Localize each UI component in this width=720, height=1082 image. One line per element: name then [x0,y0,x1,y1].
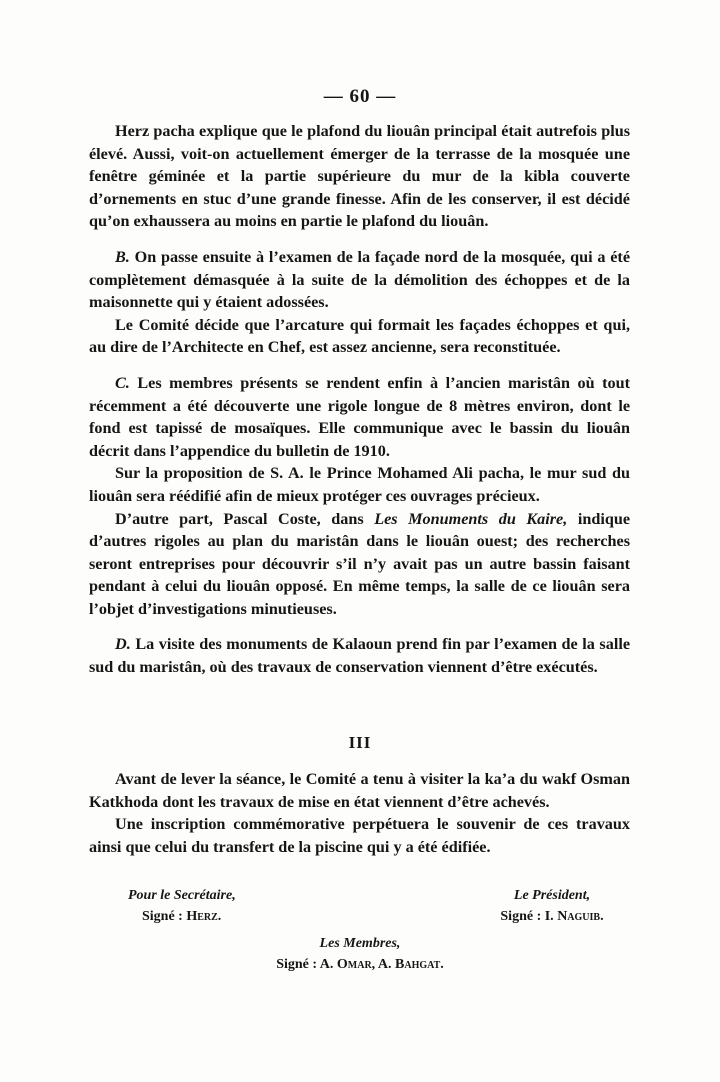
paragraph-inscription: Une inscription commémorative perpétuera le souvenir de ces travaux ainsi que celui du transfert de la piscine qui y a été édifiée. [89,815,630,856]
secretary-signed [128,906,236,927]
signature-members [0,933,720,975]
text-block-lower [89,768,630,858]
section-label-c: C. [115,373,130,392]
section-label-d: D. [115,635,131,654]
paragraph-b [89,246,630,314]
coste-text-after: indique d’autres rigoles au plan du maristân dans le liouân ouest; des recherches seront entreprises pour découvrir s’il n’y avait pas un autre bassin faisant pendant à celui du liouân opposé. En même temps, la salle de ce liouân sera l’objet d’investigations minutieuses. [89,509,631,618]
members-role: Les Membres, [319,936,401,951]
page-number: — 60 — [323,86,397,107]
members-separator: , A. [371,957,392,972]
book-title: Les Monuments du Kaire, [374,509,568,528]
paragraph-d [89,633,630,678]
president-role: Le Président, [513,888,591,903]
members-signed [0,954,720,975]
member-name-bahgat: Bahgat. [395,957,444,972]
paragraph-d-text: La visite des monuments de Kalaoun prend fin par l’examen de la salle sud du maristân, où des travaux de conservation viennent d’être exécutés. [89,635,631,677]
secretary-role: Pour le Secrétaire, [128,888,236,903]
member-name-omar: Omar [336,957,372,972]
paragraph-herz: Herz pacha explique que le plafond du liouân principal était autrefois plus élevé. Aussi, voit-on actuellement émerger de la terrasse de la mosquée une fenêtre géminée et la partie supérieure du mur de la kibla couverte d’ornements en stuc d’une grande finesse. Afin de les conserver, il est décidé qu’on exhaussera au moins en partie le plafond du liouân. [89,122,630,231]
section-heading-iii: III [348,733,372,752]
paragraph-pascal-coste [89,508,630,621]
section-label-b: B. [115,247,130,266]
paragraph-c-text: Les membres présents se rendent enfin à l’ancien maristân où tout récemment a été découverte une rigole longue de 8 mètres environ, dont le fond est tapissé de mosaïques. Elle communique avec le bassin du liouân décrit dans l’appendice du bulletin de 1910. [89,373,631,460]
president-prefix: Signé : I. [500,909,554,924]
president-name: Naguib. [557,909,604,924]
signature-president [494,885,610,927]
president-signed [494,906,610,927]
paragraph-b-text: On passe ensuite à l’examen de la façade nord de la mosquée, qui a été complètement démasquée à la suite de la démolition des échoppes et de la maisonnette qui y étaient adossées. [89,247,631,312]
text-block-upper [89,120,630,679]
paragraph-comite-arcature: Le Comité décide que l’arcature qui formait les façades échoppes et qui, au dire de l’Architecte en Chef, est assez ancienne, sera reconstituée. [89,315,630,357]
secretary-prefix: Signé : [142,909,183,924]
paragraph-seance: Avant de lever la séance, le Comité a tenu à visiter la ka’a du wakf Osman Katkhoda dont les travaux de mise en état viennent d’être achevés. [89,770,630,811]
paragraph-c [89,372,630,462]
members-prefix: Signé : A. [276,957,334,972]
signature-secretary [128,885,236,927]
coste-text-before: D’autre part, Pascal Coste, dans [115,509,364,528]
secretary-name: Herz. [186,909,222,924]
paragraph-proposition: Sur la proposition de S. A. le Prince Mohamed Ali pacha, le mur sud du liouân sera réédifié afin de mieux protéger ces ouvrages précieux. [89,464,630,505]
